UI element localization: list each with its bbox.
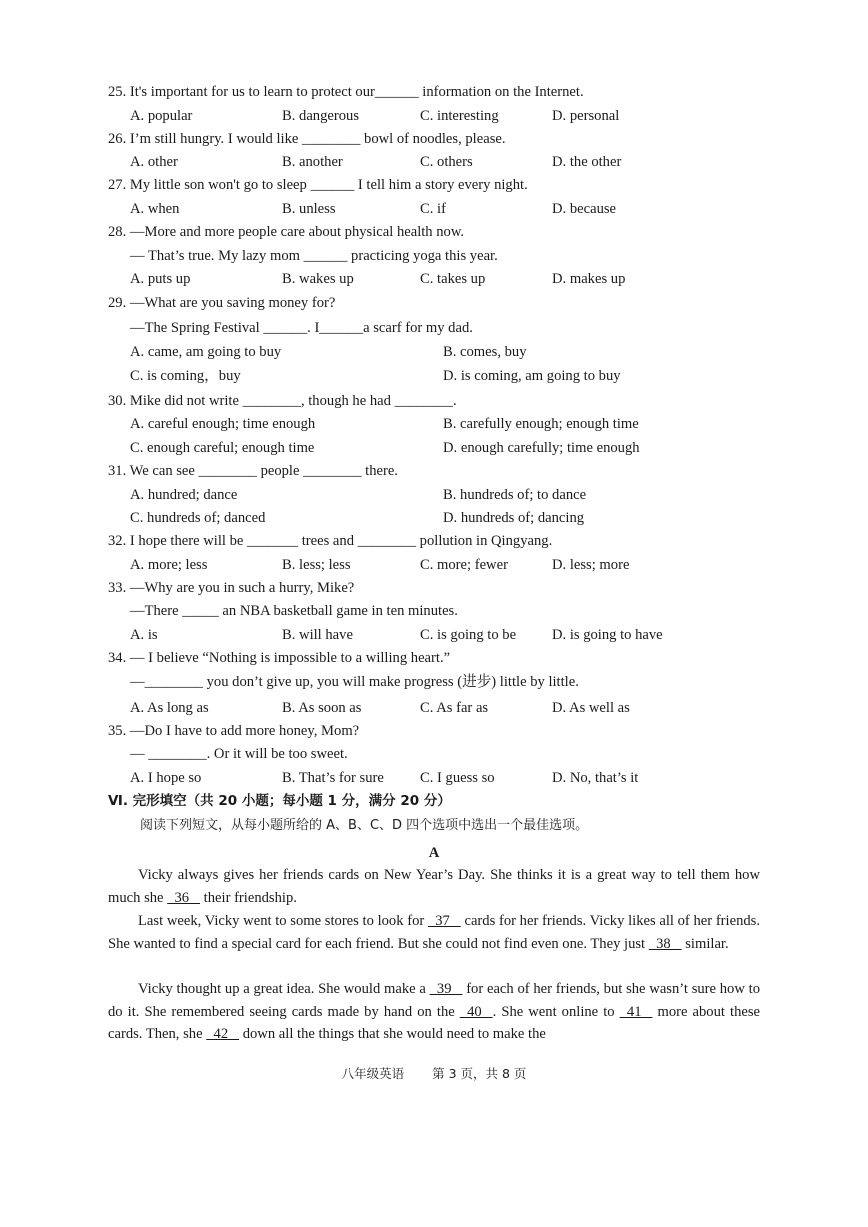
question-34-option[interactable]: D. As well as — [552, 700, 630, 716]
question-30-option[interactable]: A. careful enough; time enough — [130, 416, 316, 432]
question-28-option[interactable]: C. takes up — [420, 271, 486, 287]
question-30-stem-line: 30. Mike did not write ________, though he had ________. — [108, 393, 457, 409]
passage-paragraph-3 — [108, 978, 760, 1046]
blank-37[interactable]: 37 — [427, 913, 461, 929]
question-32-option[interactable]: B. less; less — [282, 557, 351, 573]
passage-text: more about these cards. Then, she — [108, 1003, 760, 1043]
question-25-option[interactable]: C. interesting — [420, 108, 499, 124]
question-31-option[interactable]: D. hundreds of; dancing — [443, 510, 585, 526]
question-34-option[interactable]: B. As soon as — [282, 700, 362, 716]
question-30-option[interactable]: C. enough careful; enough time — [130, 440, 315, 456]
question-29-option[interactable]: D. is coming, am going to buy — [443, 368, 621, 384]
question-27-stem-line: 27. My little son won't go to sleep ______ I tell him a story every night. — [108, 177, 528, 193]
question-25-option[interactable]: A. popular — [130, 108, 193, 124]
question-26-option[interactable]: B. another — [282, 154, 343, 170]
question-25-option[interactable]: D. personal — [552, 108, 620, 124]
question-32-stem-line: 32. I hope there will be _______ trees and ________ pollution in Qingyang. — [108, 533, 553, 549]
question-27-option[interactable]: D. because — [552, 201, 617, 217]
question-30-option[interactable]: B. carefully enough; enough time — [443, 416, 639, 432]
question-28-stem-line: 28. —More and more people care about physical health now. — [108, 224, 465, 240]
blank-41[interactable]: 41 — [619, 1003, 653, 1020]
passage-text: Last week, Vicky went to some stores to look for — [138, 913, 428, 929]
question-33-option[interactable]: D. is going to have — [552, 627, 663, 643]
question-26-stem-line: 26. I’m still hungry. I would like ________ bowl of noodles, please. — [108, 131, 506, 147]
question-26-option[interactable]: A. other — [130, 154, 178, 170]
question-29-option[interactable]: B. comes, buy — [443, 344, 527, 360]
question-26-option[interactable]: D. the other — [552, 154, 622, 170]
question-33-option[interactable]: A. is — [130, 627, 158, 643]
passage-text: Vicky always gives her friends cards on New Year’s Day. She thinks it is a great way to tell them how much she — [108, 867, 760, 906]
question-28-option[interactable]: A. puts up — [130, 271, 191, 287]
passage-label: A — [428, 845, 440, 861]
question-33-stem-line: —There _____ an NBA basketball game in ten minutes. — [130, 603, 458, 619]
question-33-option[interactable]: B. will have — [282, 627, 353, 643]
question-29-stem-line: —The Spring Festival ______. I______a scarf for my dad. — [130, 320, 473, 336]
question-25-stem-line: 25. It's important for us to learn to protect our______ information on the Internet. — [108, 84, 584, 100]
passage-text: . She went online to — [492, 1003, 620, 1020]
question-35-option[interactable]: A. I hope so — [130, 770, 202, 786]
question-33-option[interactable]: C. is going to be — [420, 627, 517, 643]
question-35-option[interactable]: B. That’s for sure — [282, 770, 384, 786]
blank-39[interactable]: 39 — [429, 981, 463, 997]
passage-text: for each of her friends, but she wasn’t sure how to do it. She remembered seeing cards made by hand on the — [108, 981, 761, 1020]
question-31-option[interactable]: B. hundreds of; to dance — [443, 487, 587, 503]
section-instruction: 阅读下列短文，从每小题所给的 A、B、C、D 四个选项中选出一个最佳选项。 — [140, 818, 589, 833]
question-32-option[interactable]: A. more; less — [130, 557, 208, 573]
footer-subject: 八年级英语 — [341, 1066, 405, 1081]
passage-text: cards for her friends. Vicky likes all of her friends. She wanted to find a special card for each friend. But she could not find even one. They just — [108, 913, 760, 952]
passage-text: Vicky thought up a great idea. She would make a — [138, 981, 430, 997]
question-31-option[interactable]: C. hundreds of; danced — [130, 510, 266, 526]
question-31-stem-line: 31. We can see ________ people ________ there. — [108, 463, 398, 479]
question-26-option[interactable]: C. others — [420, 154, 473, 170]
question-28-option[interactable]: D. makes up — [552, 271, 626, 287]
question-27-option[interactable]: A. when — [130, 201, 180, 217]
passage-paragraph-1 — [108, 864, 760, 909]
passage-text: down all the things that she would need to make the — [239, 1026, 546, 1043]
blank-40[interactable]: 40 — [459, 1003, 493, 1020]
blank-38[interactable]: 38 — [648, 935, 682, 952]
page-footer — [0, 1064, 868, 1084]
section-title: Ⅵ. 完形填空（共 20 小题；每小题 1 分，满分 20 分） — [108, 793, 451, 809]
passage-text: their friendship. — [200, 889, 297, 906]
footer-page-number: 第 3 页，共 8 页 — [432, 1066, 527, 1081]
question-34-stem-line: —________ you don’t give up, you will make progress (进步) little by little. — [130, 674, 579, 690]
passage-paragraph-2 — [108, 910, 760, 955]
question-31-option[interactable]: A. hundred; dance — [130, 487, 238, 503]
question-34-option[interactable]: A. As long as — [130, 700, 209, 716]
question-29-stem-line: 29. —What are you saving money for? — [108, 295, 336, 311]
question-25-option[interactable]: B. dangerous — [282, 108, 360, 124]
question-35-option[interactable]: D. No, that’s it — [552, 770, 639, 786]
blank-42[interactable]: 42 — [206, 1026, 240, 1043]
blank-36[interactable]: 36 — [167, 889, 201, 906]
question-32-option[interactable]: C. more; fewer — [420, 557, 508, 573]
question-32-option[interactable]: D. less; more — [552, 557, 630, 573]
passage-text: similar. — [681, 935, 729, 952]
question-30-option[interactable]: D. enough carefully; time enough — [443, 440, 640, 456]
question-27-option[interactable]: B. unless — [282, 201, 336, 217]
question-34-option[interactable]: C. As far as — [420, 700, 489, 716]
question-33-stem-line: 33. —Why are you in such a hurry, Mike? — [108, 580, 355, 596]
question-28-option[interactable]: B. wakes up — [282, 271, 354, 287]
question-29-option[interactable]: C. is coming，buy — [130, 368, 241, 384]
question-34-stem-line: 34. — I believe “Nothing is impossible to a willing heart.” — [108, 650, 451, 666]
question-27-option[interactable]: C. if — [420, 201, 446, 217]
question-35-stem-line: — ________. Or it will be too sweet. — [130, 746, 348, 762]
question-35-option[interactable]: C. I guess so — [420, 770, 495, 786]
question-35-stem-line: 35. —Do I have to add more honey, Mom? — [108, 723, 360, 739]
question-29-option[interactable]: A. came, am going to buy — [130, 344, 282, 360]
question-28-stem-line: — That’s true. My lazy mom ______ practicing yoga this year. — [130, 248, 498, 264]
